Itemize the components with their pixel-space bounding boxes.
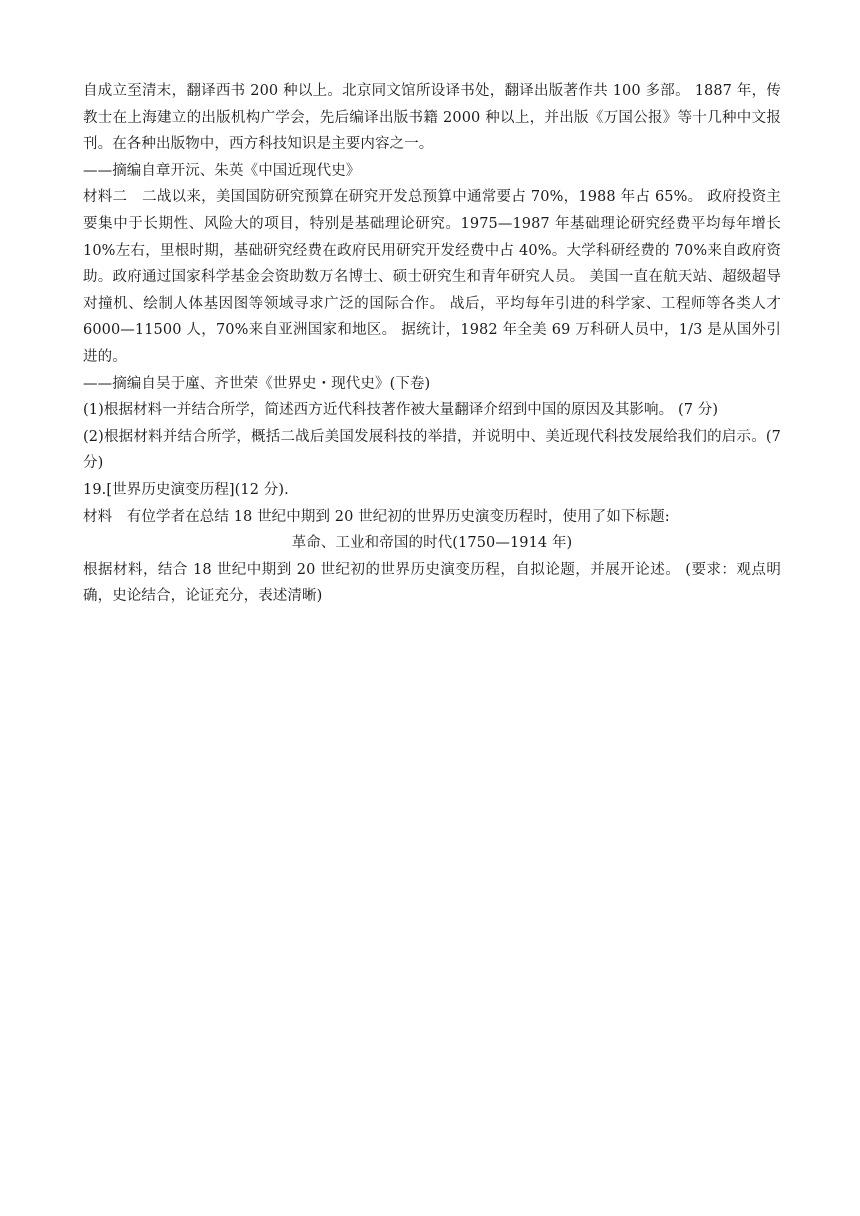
material-one-continuation: 自成立至清末，翻译西书 200 种以上。北京同文馆所设译书处，翻译出版著作共 100 多部。 1887 年，传教士在上海建立的出版机构广学会，先后编译出版书籍 2000 种以上，并出版《万国公报》等十几种中文报刊。在各种出版物中，西方科技知识是主要内容之一。 bbox=[83, 83, 781, 153]
document-page bbox=[83, 78, 781, 610]
question-2: (2)根据材料并结合所学，概括二战后美国发展科技的举措，并说明中、美近现代科技发展给我们的启示。(7 分) bbox=[83, 428, 781, 472]
question-19-title-line: 革命、工业和帝国的时代(1750—1914 年) bbox=[291, 535, 573, 552]
question-19-heading: 19.[世界历史演变历程](12 分). bbox=[83, 481, 289, 498]
material-two-source: ——摘编自吴于廑、齐世荣《世界史・现代史》(下卷) bbox=[83, 375, 431, 392]
question-1: (1)根据材料一并结合所学，简述西方近代科技著作被大量翻译介绍到中国的原因及其影响。 (7 分) bbox=[83, 402, 719, 419]
material-one-source: ——摘编自章开沅、朱英《中国近现代史》 bbox=[83, 162, 361, 179]
material-two-text: 材料二 二战以来，美国国防研究预算在研究开发总预算中通常要占 70%，1988 年占 65%。 政府投资主要集中于长期性、风险大的项目，特别是基础理论研究。1975—1987 年基础理论研究经费平均每年增长 10%左右，里根时期，基础研究经费在政府民用研究开发经费中占 40%。大学科研经费的 70%来自政府资助。政府通过国家科学基金会资助数万名博士、硕士研究生和青年研究人员。 美国一直在航天站、超级超导对撞机、绘制人体基因图等领域寻求广泛的国际合作。 战后，平均每年引进的科学家、工程师等各类人才 6000—11500 人，70%来自亚洲国家和地区。 据统计，1982 年全美 69 万科研人员中，1/3 是从国外引进的。 bbox=[83, 189, 781, 365]
question-19-material: 材料 有位学者在总结 18 世纪中期到 20 世纪初的世界历史演变历程时，使用了如下标题: bbox=[83, 508, 670, 525]
question-19-task: 根据材料，结合 18 世纪中期到 20 世纪初的世界历史演变历程，自拟论题，并展开论述。 (要求：观点明确，史论结合，论证充分，表述清晰) bbox=[83, 561, 781, 605]
